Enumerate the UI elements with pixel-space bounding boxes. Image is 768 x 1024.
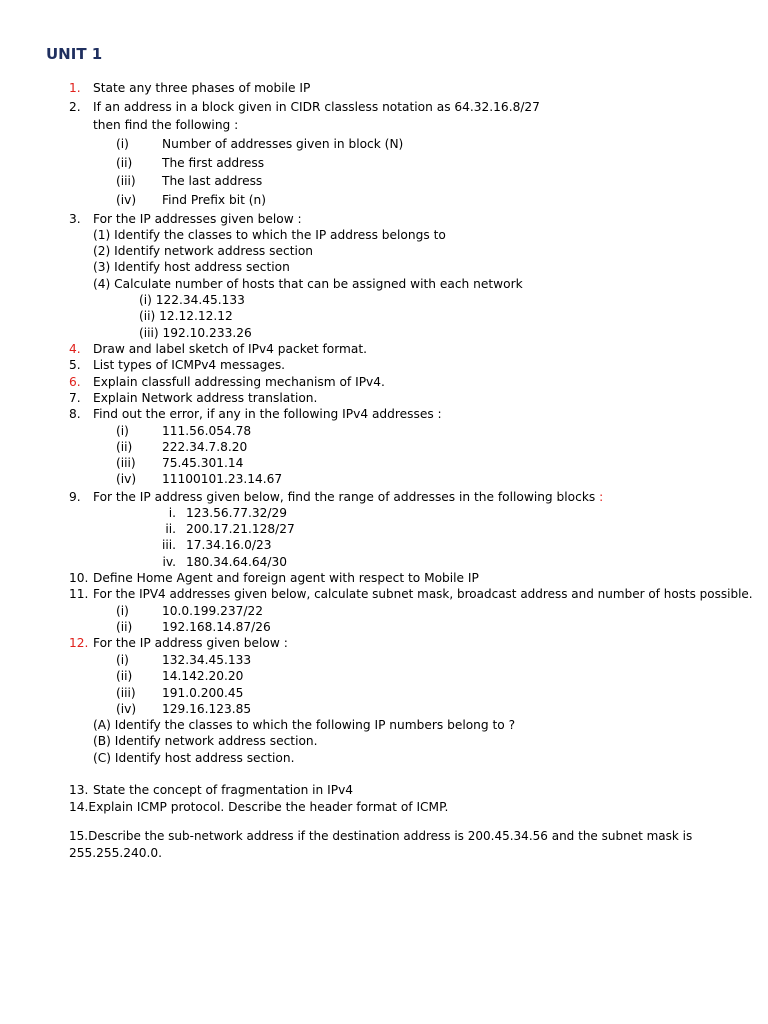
question-9-item-text: 17.34.16.0/23	[186, 538, 272, 552]
question-7-text: Explain Network address translation.	[93, 391, 318, 405]
question-7-number: 7.	[69, 391, 81, 405]
question-3-address: (i) 122.34.45.133	[139, 293, 245, 307]
question-11-number: 11.	[69, 587, 89, 601]
question-14-text: 14.Explain ICMP protocol. Describe the header format of ICMP.	[69, 800, 449, 814]
question-12-number: 12.	[69, 636, 89, 650]
question-3-step: (4) Calculate number of hosts that can be assigned with each network	[93, 277, 523, 291]
question-11-text: For the IPV4 addresses given below, calculate subnet mask, broadcast address and number of hosts possible.	[93, 587, 753, 601]
question-12-text: For the IP address given below :	[93, 636, 288, 650]
question-2-item-text: The first address	[162, 156, 265, 170]
question-12-item-label: (iii)	[116, 686, 136, 700]
question-9-item-label: iii.	[161, 538, 176, 552]
question-12-item-label: (i)	[116, 653, 129, 667]
question-1-text: State any three phases of mobile IP	[93, 81, 311, 95]
question-10-number: 10.	[69, 571, 89, 585]
question-2-item-label: (iv)	[116, 193, 137, 207]
question-10-text: Define Home Agent and foreign agent with respect to Mobile IP	[93, 571, 479, 585]
question-8-item-label: (iv)	[116, 472, 137, 486]
question-9-item-label: ii.	[165, 522, 176, 536]
question-8-item-label: (iii)	[116, 456, 136, 470]
question-3-step: (2) Identify network address section	[93, 244, 314, 258]
question-4-text: Draw and label sketch of IPv4 packet format.	[93, 342, 368, 356]
question-3-step: (3) Identify host address section	[93, 260, 290, 274]
question-3-text: For the IP addresses given below :	[93, 212, 302, 226]
question-11-item-label: (i)	[116, 604, 129, 618]
question-12-item-label: (ii)	[116, 669, 133, 683]
question-12-item-text: 14.142.20.20	[162, 669, 244, 683]
question-8-item-text: 222.34.7.8.20	[162, 440, 248, 454]
question-2-item-text: The last address	[162, 174, 263, 188]
question-9-item-label: iv.	[162, 555, 176, 569]
question-3-step: (1) Identify the classes to which the IP address belongs to	[93, 228, 446, 242]
question-5-text: List types of ICMPv4 messages.	[93, 358, 286, 372]
question-2-item-text: Find Prefix bit (n)	[162, 193, 266, 207]
question-8-text: Find out the error, if any in the following IPv4 addresses :	[93, 407, 442, 421]
question-9-text: For the IP address given below, find the range of addresses in the following blocks :	[93, 490, 604, 504]
question-2-item-label: (ii)	[116, 156, 133, 170]
question-5-number: 5.	[69, 358, 81, 372]
question-6-text: Explain classfull addressing mechanism of IPv4.	[93, 375, 385, 389]
question-8-item-text: 75.45.301.14	[162, 456, 244, 470]
question-9-item-text: 180.34.64.64/30	[186, 555, 288, 569]
question-3-number: 3.	[69, 212, 81, 226]
question-13-number: 13.	[69, 783, 89, 797]
question-2-item-text: Number of addresses given in block (N)	[162, 137, 404, 151]
question-1-number: 1.	[69, 81, 81, 95]
question-12-item-text: 132.34.45.133	[162, 653, 252, 667]
question-2-item-label: (i)	[116, 137, 129, 151]
question-8-item-text: 11100101.23.14.67	[162, 472, 283, 486]
question-8-item-text: 111.56.054.78	[162, 424, 252, 438]
question-2-text: If an address in a block given in CIDR classless notation as 64.32.16.8/27	[93, 100, 540, 114]
question-4-number: 4.	[69, 342, 81, 356]
question-12-step: (B) Identify network address section.	[93, 734, 318, 748]
question-9-colon: :	[599, 490, 604, 504]
page-title: UNIT 1	[46, 45, 103, 63]
question-15-continuation: 255.255.240.0.	[69, 846, 163, 860]
question-3-address: (iii) 192.10.233.26	[139, 326, 252, 340]
question-11-item-label: (ii)	[116, 620, 133, 634]
question-11-item-text: 10.0.199.237/22	[162, 604, 264, 618]
question-2-item-label: (iii)	[116, 174, 136, 188]
question-12-step: (A) Identify the classes to which the following IP numbers belong to ?	[93, 718, 516, 732]
question-11-item-text: 192.168.14.87/26	[162, 620, 271, 634]
question-2-continuation: then find the following :	[93, 118, 239, 132]
question-15-text: 15.Describe the sub-network address if the destination address is 200.45.34.56 and the subnet mask is	[69, 829, 693, 843]
question-12-step: (C) Identify host address section.	[93, 751, 295, 765]
question-3-address: (ii) 12.12.12.12	[139, 309, 233, 323]
question-12-item-label: (iv)	[116, 702, 137, 716]
question-12-item-text: 129.16.123.85	[162, 702, 252, 716]
question-6-number: 6.	[69, 375, 81, 389]
question-2-number: 2.	[69, 100, 81, 114]
question-12-item-text: 191.0.200.45	[162, 686, 244, 700]
question-9-number: 9.	[69, 490, 81, 504]
question-13-text: State the concept of fragmentation in IPv4	[93, 783, 354, 797]
question-9-item-text: 123.56.77.32/29	[186, 506, 288, 520]
question-8-number: 8.	[69, 407, 81, 421]
question-8-item-label: (ii)	[116, 440, 133, 454]
question-9-item-text: 200.17.21.128/27	[186, 522, 295, 536]
question-9-item-label: i.	[168, 506, 176, 520]
question-8-item-label: (i)	[116, 424, 129, 438]
